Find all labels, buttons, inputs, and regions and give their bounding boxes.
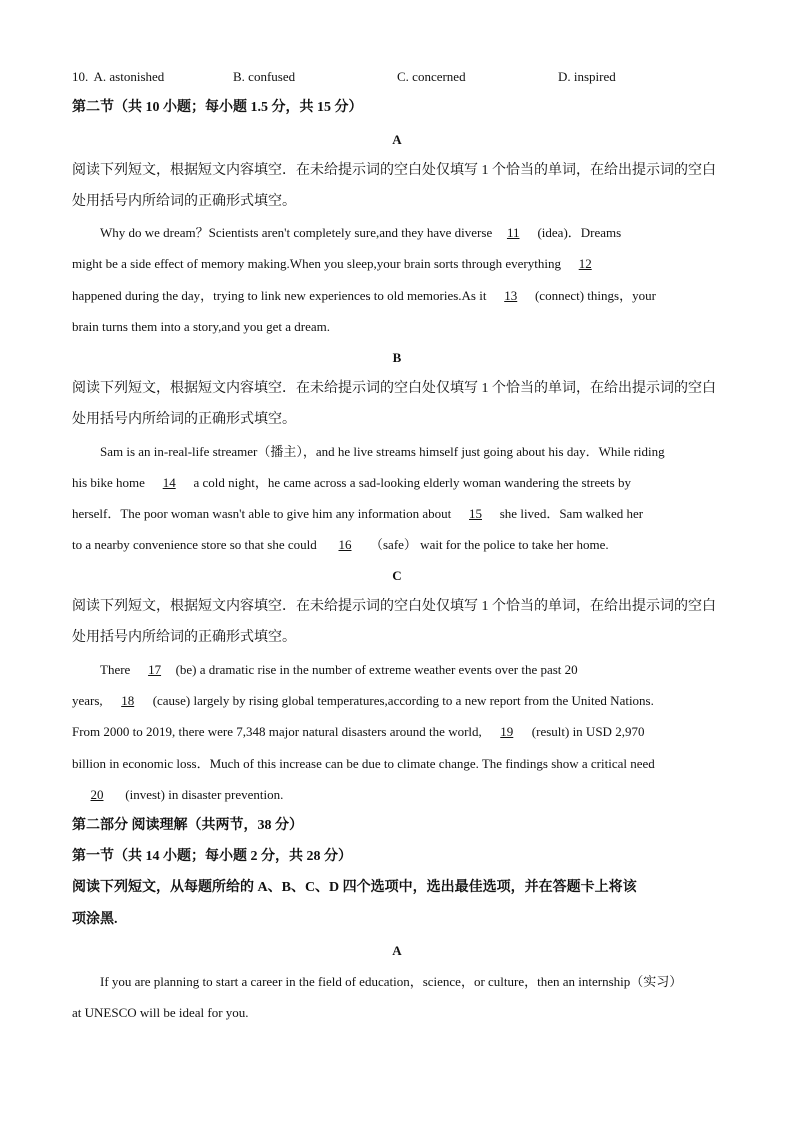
blank-11[interactable]: 11 bbox=[506, 225, 520, 240]
q10-option-a: 10. A. astonished bbox=[72, 69, 165, 84]
passage-letter-c: C bbox=[392, 568, 402, 583]
blank-15[interactable]: 15 bbox=[469, 506, 482, 521]
blank-12[interactable]: 12 bbox=[578, 256, 592, 271]
reading-passage-letter-a: A bbox=[392, 943, 402, 958]
part-2-heading: 第二部分 阅读理解（共两节，38 分） bbox=[72, 818, 303, 833]
passage-c-line-2: years, 18 (cause) largely by rising global temperatures,according to a new report from the United Nations. bbox=[72, 693, 654, 708]
reading-instruction-line-1: 阅读下列短文，从每题所给的 A、B、C、D 四个选项中，选出最佳选项，并在答题卡上将该 bbox=[72, 880, 637, 895]
passage-c-line-3: From 2000 to 2019, there were 7,348 major natural disasters around the world, 19 (result) in USD 2,970 bbox=[72, 724, 645, 739]
q10-option-b: B. confused bbox=[233, 69, 296, 84]
instruction-line-2: 处用括号内所给词的正确形式填空。 bbox=[72, 630, 296, 645]
passage-b-line-2: his bike home 14 a cold night，he came across a sad-looking elderly woman wandering the streets by bbox=[72, 475, 631, 490]
blank-20[interactable]: 20 bbox=[90, 787, 104, 802]
blank-18[interactable]: 18 bbox=[121, 693, 135, 708]
q10-option-c: C. concerned bbox=[397, 69, 466, 84]
instruction-line-1: 阅读下列短文，根据短文内容填空．在未给提示词的空白处仅填写 1 个恰当的单词，在给出提示词的空白 bbox=[72, 163, 716, 178]
reading-a-line-1: If you are planning to start a career in the field of education，science，or culture，then an internship（实习） bbox=[100, 974, 683, 989]
passage-c-line-5: 20 (invest) in disaster prevention. bbox=[72, 786, 283, 804]
passage-a-line-2: might be a side effect of memory making.When you sleep,your brain sorts through everything 12 bbox=[72, 255, 606, 273]
reading-instruction-line-2: 项涂黑. bbox=[72, 912, 118, 927]
passage-b-line-1: Sam is an in-real-life streamer（播主），and he live streams himself just going about his day．While riding bbox=[100, 444, 665, 459]
q10-option-d: D. inspired bbox=[558, 69, 616, 84]
passage-c-line-4: billion in economic loss．Much of this increase can be due to climate change. The findings show a critical need bbox=[72, 756, 655, 771]
section-heading-2-2: 第二节（共 10 小题；每小题 1.5 分，共 15 分） bbox=[72, 100, 363, 115]
reading-a-line-2: at UNESCO will be ideal for you. bbox=[72, 1005, 249, 1020]
passage-b-line-3: herself．The poor woman wasn't able to give him any information about 15 she lived．Sam walked her bbox=[72, 506, 644, 521]
blank-17[interactable]: 17 bbox=[148, 662, 162, 677]
instruction-line-1: 阅读下列短文，根据短文内容填空．在未给提示词的空白处仅填写 1 个恰当的单词，在给出提示词的空白 bbox=[72, 599, 716, 614]
blank-14[interactable]: 14 bbox=[162, 475, 176, 490]
instruction-line-2: 处用括号内所给词的正确形式填空。 bbox=[72, 412, 296, 427]
q10-number: 10. bbox=[72, 69, 89, 84]
passage-a-line-1: Why do we dream？Scientists aren't completely sure,and they have diverse 11 (idea)．Dreams bbox=[100, 225, 622, 240]
passage-b-line-4: to a nearby convenience store so that she could 16 （safe） wait for the police to take her home. bbox=[72, 537, 609, 552]
section-1-heading: 第一节（共 14 小题；每小题 2 分，共 28 分） bbox=[72, 849, 352, 864]
instruction-line-1: 阅读下列短文，根据短文内容填空．在未给提示词的空白处仅填写 1 个恰当的单词，在给出提示词的空白 bbox=[72, 381, 716, 396]
blank-13[interactable]: 13 bbox=[504, 288, 518, 303]
passage-letter-a: A bbox=[392, 132, 402, 147]
passage-a-line-4: brain turns them into a story,and you get a dream. bbox=[72, 319, 331, 334]
instruction-line-2: 处用括号内所给词的正确形式填空。 bbox=[72, 194, 296, 209]
passage-c-line-1: There 17 (be) a dramatic rise in the number of extreme weather events over the past 20 bbox=[100, 662, 578, 677]
passage-letter-b: B bbox=[392, 350, 402, 365]
blank-19[interactable]: 19 bbox=[500, 724, 514, 739]
passage-a-line-3: happened during the day，trying to link new experiences to old memories.As it 13 (connect) things，your bbox=[72, 288, 656, 303]
blank-16[interactable]: 16 bbox=[338, 537, 352, 552]
